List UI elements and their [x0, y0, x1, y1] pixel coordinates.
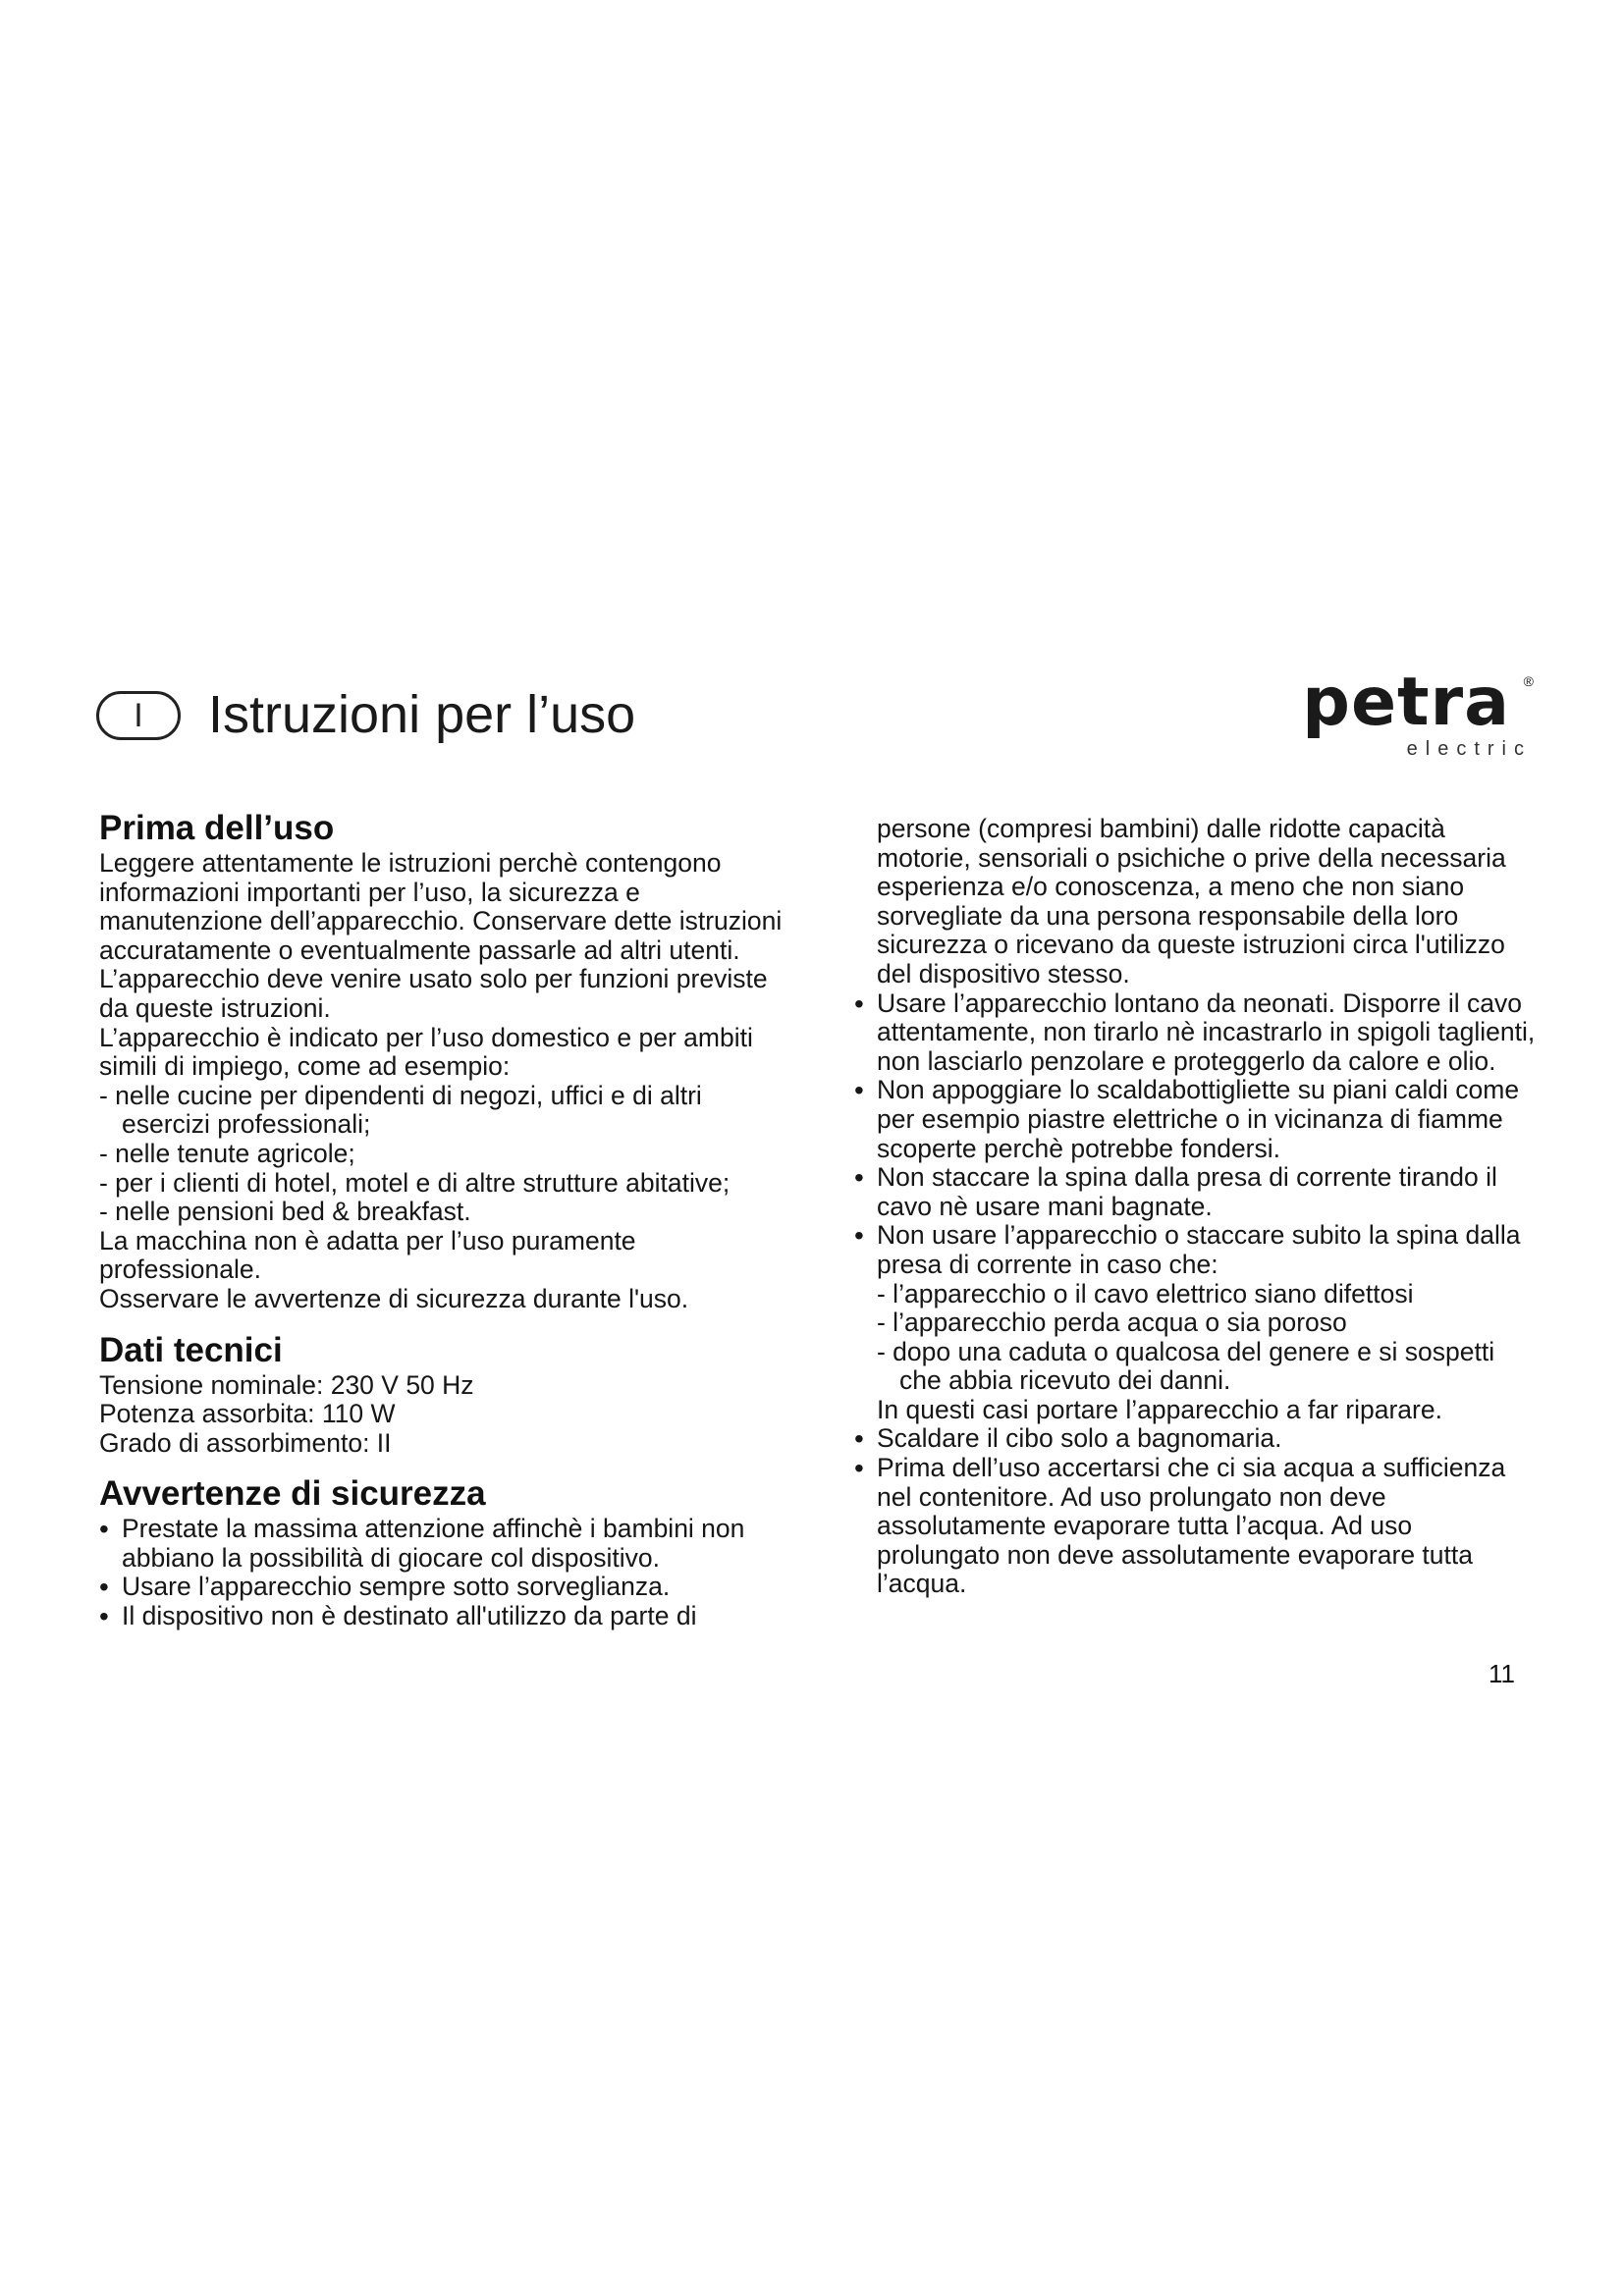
paragraph: Leggere attentamente le istruzioni perchè contengono informazioni importanti per l’uso, la sicurezza e manutenzione dell’apparecchio. Conservare dette istruzioni accuratamente o eventualmente passarle ad altri utenti.	[99, 848, 783, 965]
logo-wordmark: petra	[1302, 664, 1510, 741]
bullet-item: • Non appoggiare lo scaldabottigliette su piani caldi come per esempio piastre elettriche o in vicinanza di fiamme scoperte perchè potrebbe fondersi.	[854, 1076, 1542, 1163]
language-badge: I	[96, 691, 181, 740]
bullet-item: • Scaldare il cibo solo a bagnomaria.	[854, 1424, 1542, 1454]
spec-line: Potenza assorbita: 110 W	[99, 1399, 396, 1429]
document-title: Istruzioni per l’uso	[208, 685, 636, 744]
logo-subtitle: electric	[1406, 738, 1532, 760]
sub-list-item: - dopo una caduta o qualcosa del genere e si sospetti che abbia ricevuto dei danni.	[877, 1336, 1495, 1396]
spec-line: Tensione nominale: 230 V 50 Hz	[99, 1369, 474, 1400]
section-dati-tecnici	[99, 1330, 786, 1459]
paragraph: L’apparecchio è indicato per l’uso domestico e per ambiti simili di impiego, come ad esempio:	[99, 1022, 753, 1082]
bullet-item: • Usare l’apparecchio sempre sotto sorveglianza.	[99, 1573, 786, 1602]
page-number: 11	[1489, 1659, 1515, 1688]
section-prima-uso	[99, 808, 786, 1314]
bullet-item: • Usare l’apparecchio lontano da neonati. Disporre il cavo attentamente, non tirarlo nè incastrarlo in spigoli taglienti, non lasciarlo penzolare e proteggerlo da calore e olio.	[854, 989, 1542, 1077]
sub-list-item: - l’apparecchio perda acqua o sia poroso	[877, 1308, 1347, 1338]
paragraph: Osservare le avvertenze di sicurezza durante l'uso.	[99, 1283, 689, 1313]
paragraph: L’apparecchio deve venire usato solo per funzioni previste da queste istruzioni.	[99, 964, 768, 1023]
section-avvertenze	[99, 1473, 786, 1630]
list-item: - nelle tenute agricole;	[99, 1138, 355, 1168]
paragraph: La macchina non è adatta per l’uso puramente professionale.	[99, 1225, 636, 1285]
list-item: - nelle pensioni bed & breakfast.	[99, 1197, 471, 1227]
page-header	[96, 664, 1549, 777]
section-heading: Avvertenze di sicurezza	[99, 1474, 486, 1514]
list-item: - nelle cucine per dipendenti di negozi, uffici e di altri esercizi professionali;	[99, 1080, 702, 1140]
list-item: - per i clienti di hotel, motel e di altre strutture abitative;	[99, 1167, 731, 1198]
bullet-item: • Il dispositivo non è destinato all'utilizzo da parte di	[99, 1602, 786, 1631]
section-heading: Prima dell’uso	[99, 809, 335, 847]
bullet-item: • Prima dell’uso accertarsi che ci sia acqua a sufficienza nel contenitore. Ad uso prolungato non deve assolutamente evaporare tutta l’acqua. Ad uso prolungato non deve assolutamente evaporare tutta l’acqua.	[854, 1454, 1542, 1599]
paragraph: In questi casi portare l’apparecchio a far riparare.	[877, 1394, 1442, 1424]
sub-list-item: - l’apparecchio o il cavo elettrico siano difettosi	[877, 1278, 1414, 1308]
left-column	[99, 808, 786, 1647]
bullet-item: • Prestate la massima attenzione affinchè i bambini non abbiano la possibilità di giocare col dispositivo.	[99, 1515, 786, 1573]
bullet-item: • Non staccare la spina dalla presa di corrente tirando il cavo nè usare mani bagnate.	[854, 1163, 1542, 1221]
spec-line: Grado di assorbimento: II	[99, 1427, 392, 1458]
logo-registered-mark: ®	[1523, 673, 1534, 689]
right-column	[854, 815, 1542, 1599]
petra-electric-logo	[1302, 664, 1534, 772]
bullet-item: • Non usare l’apparecchio o staccare subito la spina dalla presa di corrente in caso che:	[854, 1221, 1542, 1279]
bullet-continuation: persone (compresi bambini) dalle ridotte capacità motorie, sensoriali o psichiche o prive della necessaria esperienza e/o conoscenza, a meno che non siano sorvegliate da una persona responsabile della loro sicurezza o ricevano da queste istruzioni circa l'utilizzo del dispositivo stesso.	[877, 814, 1506, 988]
section-heading: Dati tecnici	[99, 1330, 283, 1369]
